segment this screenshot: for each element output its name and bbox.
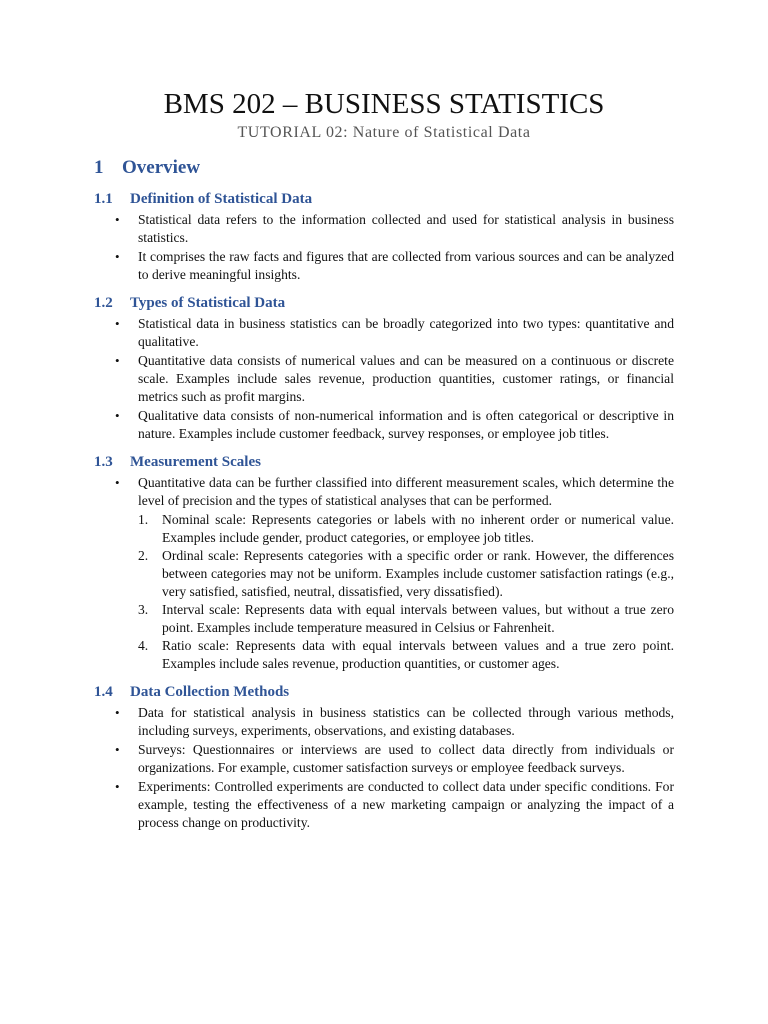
bullet-list [94,315,674,443]
subsection-number: 1.3 [94,454,113,470]
numbered-item [94,637,674,673]
bullet-list [94,211,674,284]
subsection-heading [94,452,674,472]
list-item: • Qualitative data consists of non-numerical information and is often categorical or descriptive in nature. Examples include customer feedback, survey responses, or employee job titles. [94,407,674,443]
section-heading [94,156,674,180]
list-item: • Surveys: Questionnaires or interviews are used to collect data directly from individuals or organizations. For example, customer satisfaction surveys or employee feedback surveys. [94,741,674,777]
item-number: 3. [138,602,149,617]
item-number: 2. [138,548,149,563]
item-number: 4. [138,638,149,653]
section-title: Overview [122,157,201,178]
list-item: • It comprises the raw facts and figures that are collected from various sources and can be analyzed to derive meaningful insights. [94,248,674,284]
section-number: 1 [94,157,104,178]
bullet-list [94,474,674,510]
subsection-heading [94,682,674,702]
subsection-title: Types of Statistical Data [130,295,286,311]
list-item: • Statistical data in business statistics can be broadly categorized into two types: quantitative and qualitative. [94,315,674,351]
subsection-heading [94,189,674,209]
item-number: 1. [138,512,149,527]
list-item: • Data for statistical analysis in business statistics can be collected through various methods, including surveys, experiments, observations, and existing databases. [94,704,674,740]
item-text: Nominal scale: Represents categories or labels with no inherent order or numerical value. Examples include gender, product categories, or employee job titles. [162,512,674,545]
subsection-title: Data Collection Methods [130,684,290,700]
document-subtitle: TUTORIAL 02: Nature of Statistical Data [237,124,531,141]
subsection-title: Definition of Statistical Data [130,191,313,207]
document-title: BMS 202 – BUSINESS STATISTICS [163,88,605,120]
list-item: • Statistical data refers to the information collected and used for statistical analysis in business statistics. [94,211,674,247]
subsection-number: 1.4 [94,684,113,700]
list-item: • Quantitative data can be further classified into different measurement scales, which determine the level of precision and the types of statistical analyses that can be performed. [94,474,674,510]
numbered-item [94,547,674,601]
subsection-title: Measurement Scales [130,454,261,470]
numbered-item [94,511,674,547]
subsection-heading [94,293,674,313]
bullet-list [94,704,674,832]
subsection-number: 1.2 [94,295,113,311]
item-text: Ratio scale: Represents data with equal intervals between values and a true zero point. Examples include sales revenue, production quantities, or customer ages. [162,638,674,671]
numbered-list [94,511,674,673]
item-text: Interval scale: Represents data with equal intervals between values, but without a true zero point. Examples include temperature measured in Celsius or Fahrenheit. [162,602,674,635]
subsection-number: 1.1 [94,191,113,207]
numbered-item [94,601,674,637]
list-item: • Quantitative data consists of numerical values and can be measured on a continuous or discrete scale. Examples include sales revenue, production quantities, customer ratings, or financial metrics such as profit margins. [94,352,674,406]
item-text: Ordinal scale: Represents categories with a specific order or rank. However, the differences between categories may not be uniform. Examples include customer satisfaction ratings (e.g., very satisfied, satisfied, neutral, dissatisfied, very dissatisfied). [162,548,674,599]
list-item: • Experiments: Controlled experiments are conducted to collect data under specific conditions. For example, testing the effectiveness of a new marketing campaign or analyzing the impact of a process change on productivity. [94,778,674,832]
